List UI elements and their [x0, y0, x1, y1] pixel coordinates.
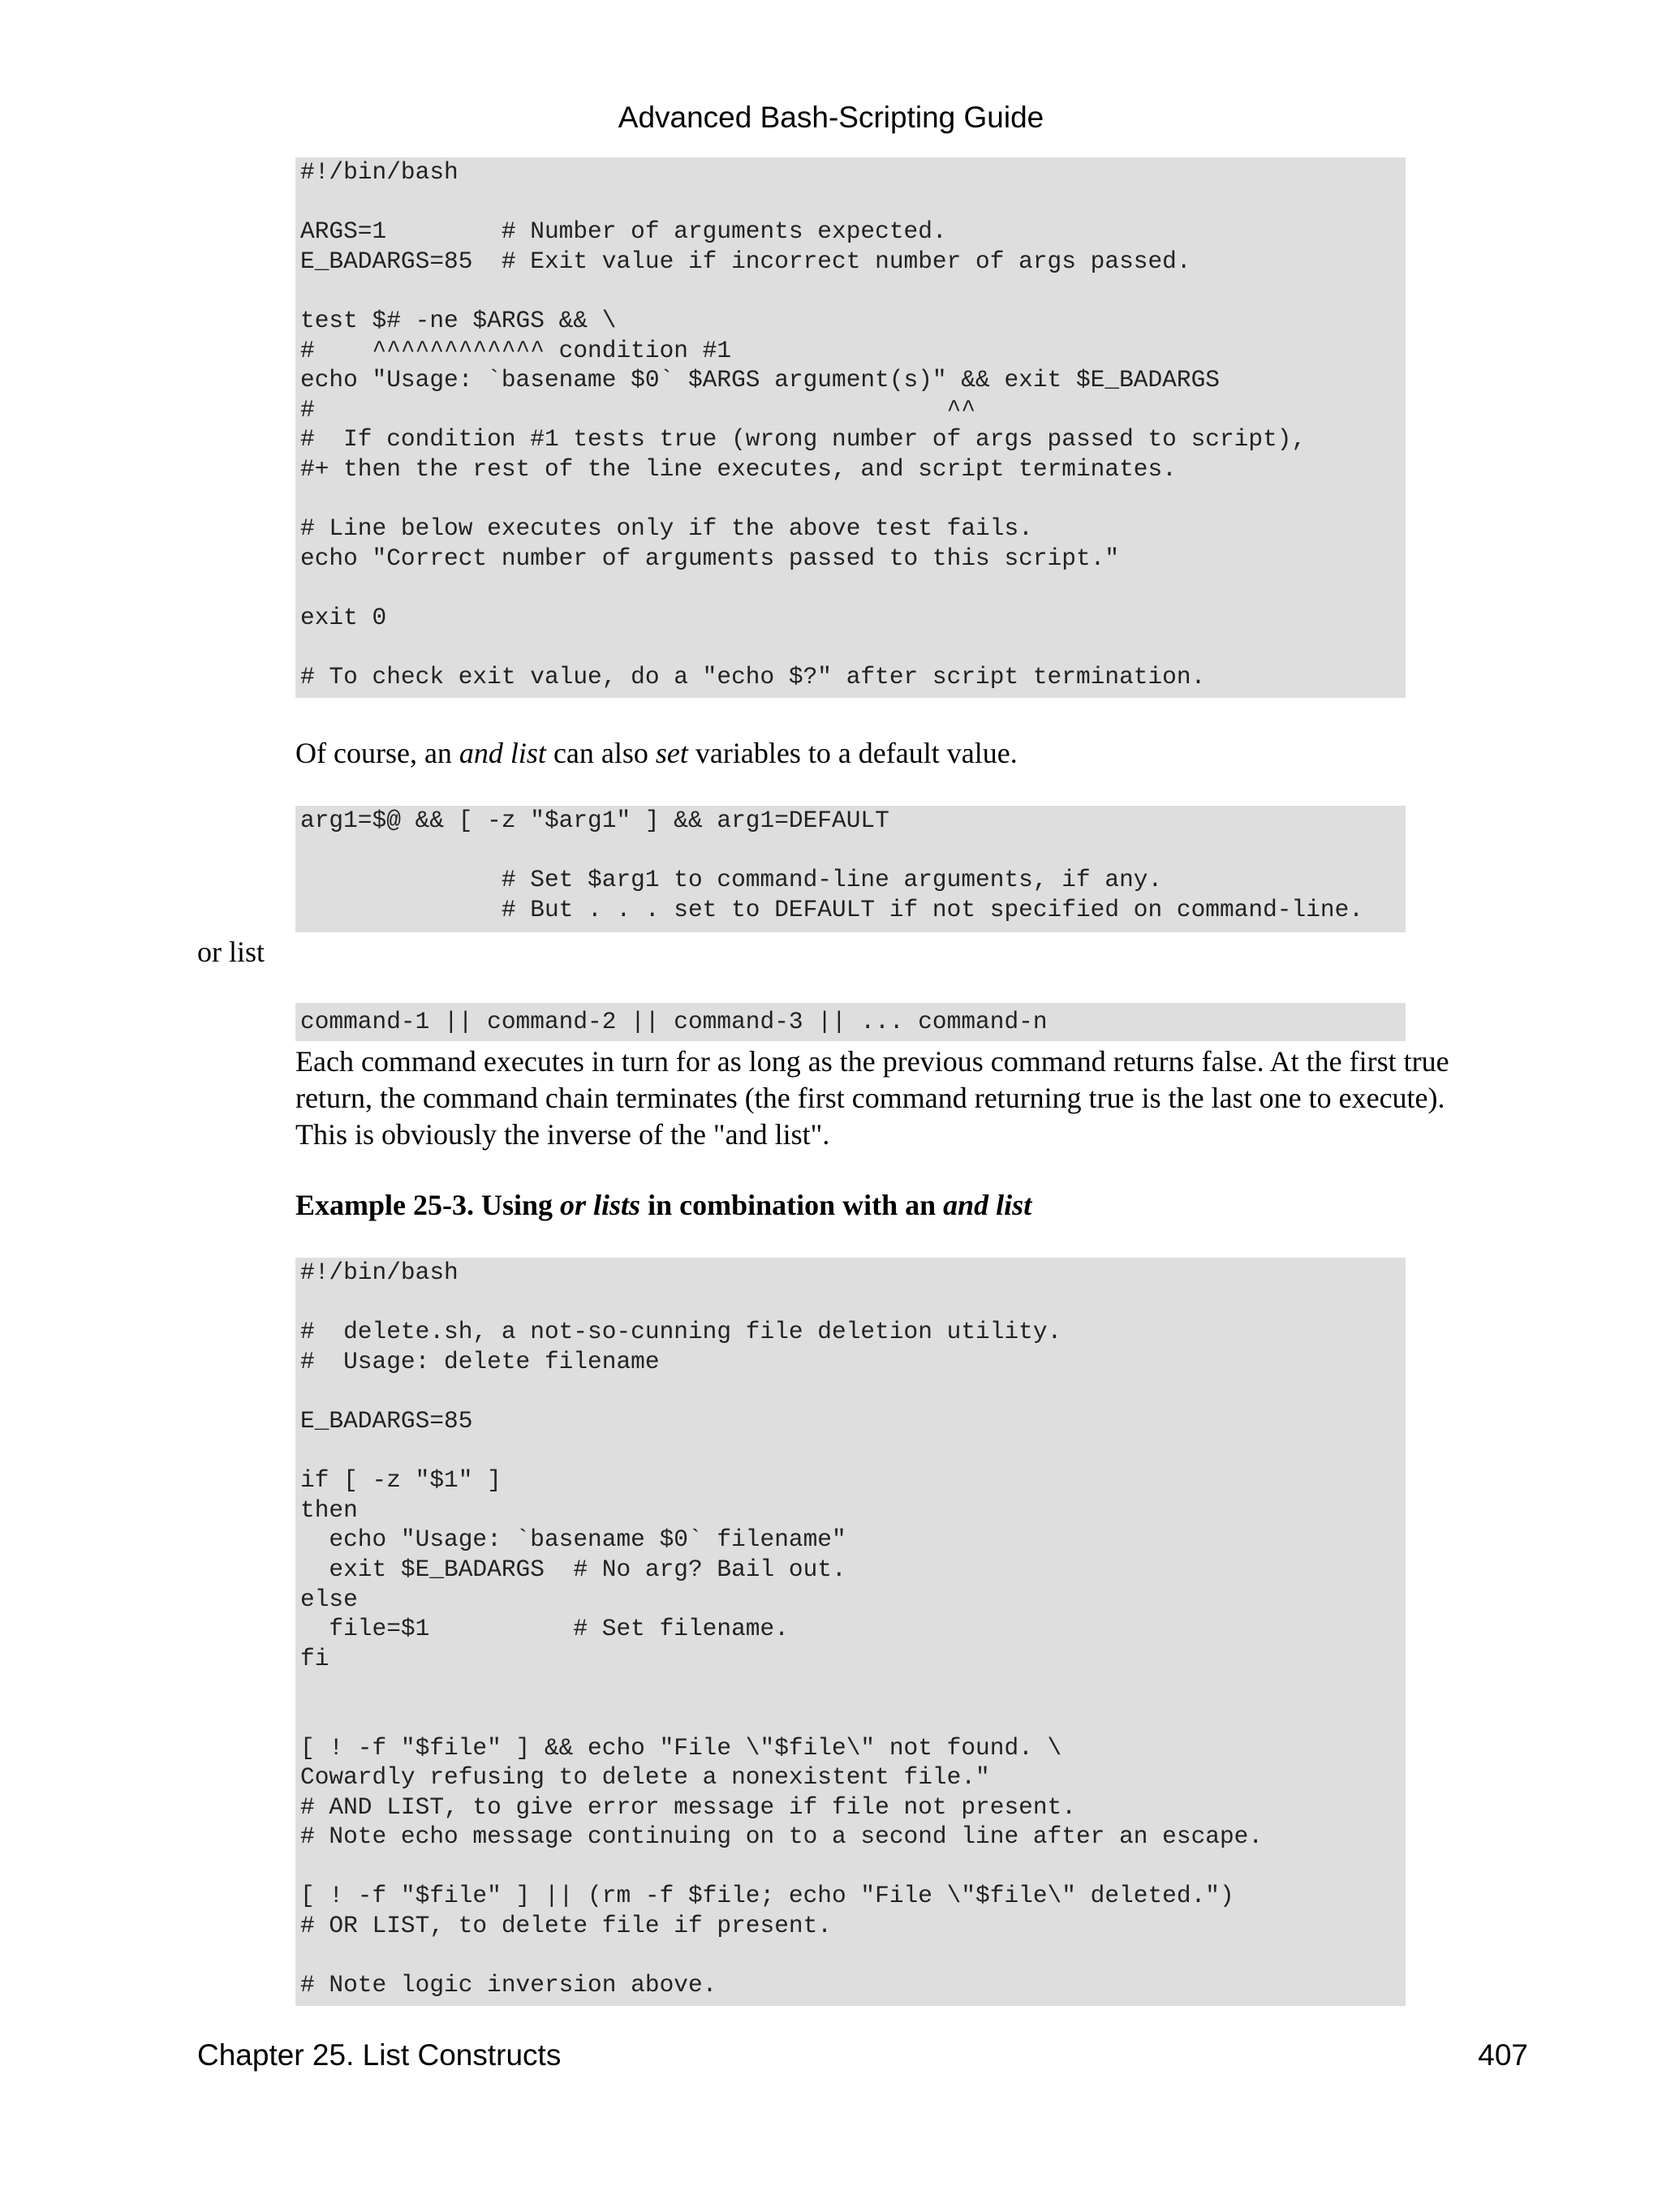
code-line: # Usage: delete filename [300, 1347, 660, 1375]
or-list-label: or list [197, 936, 265, 968]
code-line: # Set $arg1 to command-line arguments, if any. [300, 866, 1163, 894]
code-line: #!/bin/bash [300, 1259, 459, 1286]
code-line: # Line below executes only if the above test fails. [300, 514, 1033, 543]
code-line: command-1 || command-2 || command-3 || ... command-n [300, 1008, 1048, 1035]
code-line [300, 1436, 1401, 1466]
code-line [300, 1673, 1401, 1703]
code-line: # ^^^^^^^^^^^^ condition #1 [300, 336, 732, 364]
code-block-or-list-syntax [295, 1003, 1406, 1041]
running-header: Advanced Bash-Scripting Guide [618, 101, 1044, 134]
code-line: echo "Usage: `basename $0` $ARGS argument(s)" && exit $E_BADARGS [300, 366, 1220, 394]
code-line: # AND LIST, to give error message if file not present. [300, 1792, 1076, 1821]
code-line [300, 1941, 1401, 1971]
code-line: Cowardly refusing to delete a nonexistent file." [300, 1763, 990, 1792]
code-line: echo "Correct number of arguments passed to this script." [300, 544, 1120, 572]
code-line: # To check exit value, do a "echo $?" after script termination. [300, 663, 1206, 691]
paragraph-default-value: Of course, an and list can also set variables to a default value. [295, 737, 1018, 769]
code-block-and-list-example [295, 157, 1406, 698]
code-line: exit $E_BADARGS # No arg? Bail out. [300, 1555, 846, 1583]
code-line: [ ! -f "$file" ] && echo "File \"$file\" not found. \ [300, 1733, 1062, 1762]
code-line: echo "Usage: `basename $0` filename" [300, 1526, 846, 1554]
code-line: fi [300, 1644, 329, 1672]
code-line [300, 1288, 1401, 1318]
code-line: ARGS=1 # Number of arguments expected. [300, 217, 947, 246]
code-line [300, 187, 1401, 217]
code-line: #!/bin/bash [300, 158, 459, 186]
code-line: else [300, 1585, 358, 1613]
code-block-default-arg [295, 806, 1406, 932]
code-line [300, 484, 1401, 514]
footer-page-number: 407 [1478, 2038, 1528, 2072]
code-line: # delete.sh, a not-so-cunning file deletion utility. [300, 1318, 1062, 1346]
footer-chapter: Chapter 25. List Constructs [197, 2038, 562, 2072]
code-line: # Note echo message continuing on to a second line after an escape. [300, 1823, 1264, 1851]
code-line: test $# -ne $ARGS && \ [300, 306, 617, 334]
code-line [300, 573, 1401, 603]
code-line: if [ -z "$1" ] [300, 1466, 502, 1495]
code-line [300, 1376, 1401, 1406]
code-line: exit 0 [300, 603, 387, 631]
code-line [300, 633, 1401, 663]
code-block-delete-script [295, 1258, 1406, 2006]
code-line: # ^^ [300, 395, 976, 424]
code-line: # But . . . set to DEFAULT if not specified on command-line. [300, 895, 1364, 923]
code-line [300, 836, 1401, 866]
code-line: [ ! -f "$file" ] || (rm -f $file; echo "File \"$file\" deleted.") [300, 1882, 1234, 1910]
code-line: file=$1 # Set filename. [300, 1615, 789, 1643]
code-line: E_BADARGS=85 [300, 1406, 473, 1435]
code-line: then [300, 1495, 358, 1524]
paragraph-or-list: Each command executes in turn for as long as the previous command returns false. At the first true return, the command chain terminates (the first command returning true is the last one to execute). This is obviously the inverse of the "and list". [295, 1045, 1449, 1151]
code-line: #+ then the rest of the line executes, and script terminates. [300, 454, 1177, 483]
code-line [300, 1703, 1401, 1733]
code-line: # Note logic inversion above. [300, 1971, 717, 1999]
code-line: E_BADARGS=85 # Exit value if incorrect number of args passed. [300, 247, 1191, 275]
code-line [300, 276, 1401, 306]
code-line: # OR LIST, to delete file if present. [300, 1912, 833, 1940]
code-line: arg1=$@ && [ -z "$arg1" ] && arg1=DEFAULT [300, 807, 889, 834]
code-line [300, 1852, 1401, 1882]
code-line: # If condition #1 tests true (wrong number of args passed to script), [300, 425, 1307, 454]
example-caption: Example 25-3. Using or lists in combination with an and list [295, 1189, 1032, 1221]
